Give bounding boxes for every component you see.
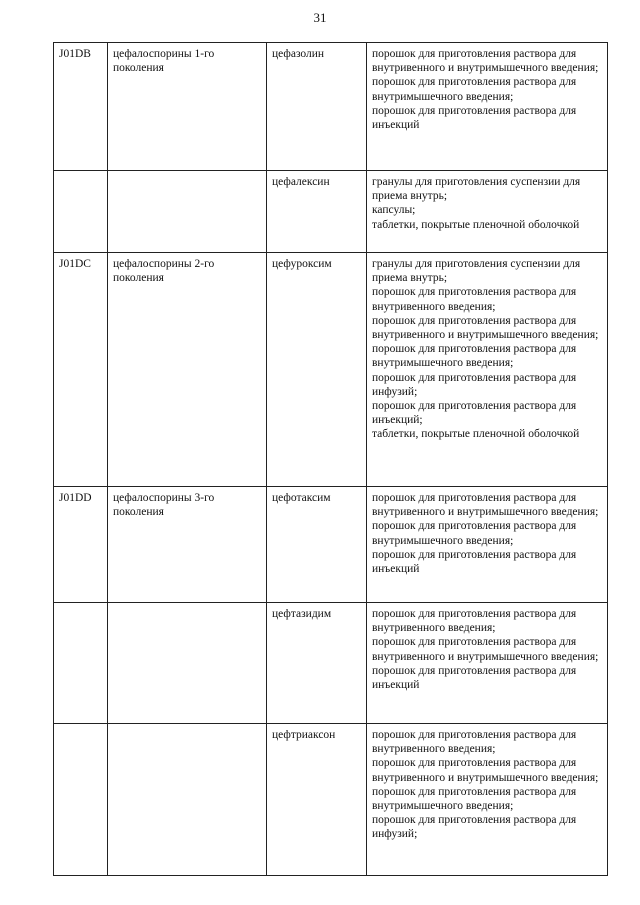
drug-name-cell: цефуроксим	[267, 253, 367, 487]
dosage-form-item: таблетки, покрытые пленочной оболочкой	[372, 218, 580, 231]
dosage-form-item: порошок для приготовления раствора для внутривенного введения;	[372, 608, 577, 635]
drug-name-cell: цефазолин	[267, 43, 367, 171]
group-cell	[108, 724, 267, 876]
code-cell: J01DB	[54, 43, 108, 171]
dosage-form-item: порошок для приготовления раствора для внутримышечного введения;	[372, 76, 577, 103]
group-cell: цефалоспорины 2-го поколения	[108, 253, 267, 487]
dosage-form-item: порошок для приготовления раствора для внутривенного и внутримышечного введения;	[372, 48, 599, 75]
code-cell	[54, 724, 108, 876]
dosage-form-item: порошок для приготовления раствора для инфузий;	[372, 371, 577, 398]
dosage-form-item: гранулы для приготовления суспензии для приема внутрь;	[372, 176, 581, 203]
group-cell: цефалоспорины 3-го поколения	[108, 487, 267, 603]
code-cell: J01DD	[54, 487, 108, 603]
dosage-form-item: гранулы для приготовления суспензии для приема внутрь;	[372, 258, 581, 285]
dosage-form-item: порошок для приготовления раствора для внутривенного и внутримышечного введения;	[372, 636, 599, 663]
dosage-form-item: порошок для приготовления раствора для инъекций	[372, 664, 577, 692]
drug-name-cell: цефалексин	[267, 171, 367, 253]
dosage-form-item: порошок для приготовления раствора для внутривенного и внутримышечного введения;	[372, 757, 599, 784]
dosage-form-item: капсулы;	[372, 204, 416, 217]
code-cell	[54, 603, 108, 724]
dosage-form-item: порошок для приготовления раствора для внутривенного введения;	[372, 286, 577, 313]
group-cell	[108, 603, 267, 724]
group-cell: цефалоспорины 1-го поколения	[108, 43, 267, 171]
dosage-forms-cell	[367, 487, 608, 603]
dosage-form-item: порошок для приготовления раствора для внутривенного введения;	[372, 729, 577, 756]
dosage-forms-cell	[367, 724, 608, 876]
dosage-form-item: порошок для приготовления раствора для инъекций	[372, 548, 577, 576]
drug-name-cell: цефтазидим	[267, 603, 367, 724]
page-number: 31	[313, 10, 327, 25]
dosage-form-item: таблетки, покрытые пленочной оболочкой	[372, 428, 580, 441]
table-row	[54, 171, 608, 253]
dosage-form-item: порошок для приготовления раствора для внутримышечного введения;	[372, 520, 577, 547]
dosage-form-item: порошок для приготовления раствора для внутривенного и внутримышечного введения;	[372, 492, 599, 519]
group-cell	[108, 171, 267, 253]
dosage-forms-cell	[367, 603, 608, 724]
dosage-forms-cell	[367, 43, 608, 171]
dosage-form-item: порошок для приготовления раствора для внутримышечного введения;	[372, 785, 577, 813]
dosage-forms-cell	[367, 253, 608, 487]
dosage-form-item: порошок для приготовления раствора для инъекций;	[372, 400, 577, 427]
dosage-form-item: порошок для приготовления раствора для инфузий;	[372, 814, 577, 841]
table-row	[54, 724, 608, 876]
drug-table	[53, 42, 608, 876]
table-row	[54, 487, 608, 603]
code-cell: J01DC	[54, 253, 108, 487]
drug-table-body	[54, 43, 608, 876]
table-row	[54, 603, 608, 724]
dosage-forms-cell	[367, 171, 608, 253]
dosage-form-item: порошок для приготовления раствора для внутривенного и внутримышечного введения;	[372, 314, 599, 342]
table-row	[54, 253, 608, 487]
drug-name-cell: цефтриаксон	[267, 724, 367, 876]
table-row	[54, 43, 608, 171]
code-cell	[54, 171, 108, 253]
dosage-form-item: порошок для приготовления раствора для внутримышечного введения;	[372, 343, 577, 370]
drug-name-cell: цефотаксим	[267, 487, 367, 603]
dosage-form-item: порошок для приготовления раствора для инъекций	[372, 104, 577, 132]
